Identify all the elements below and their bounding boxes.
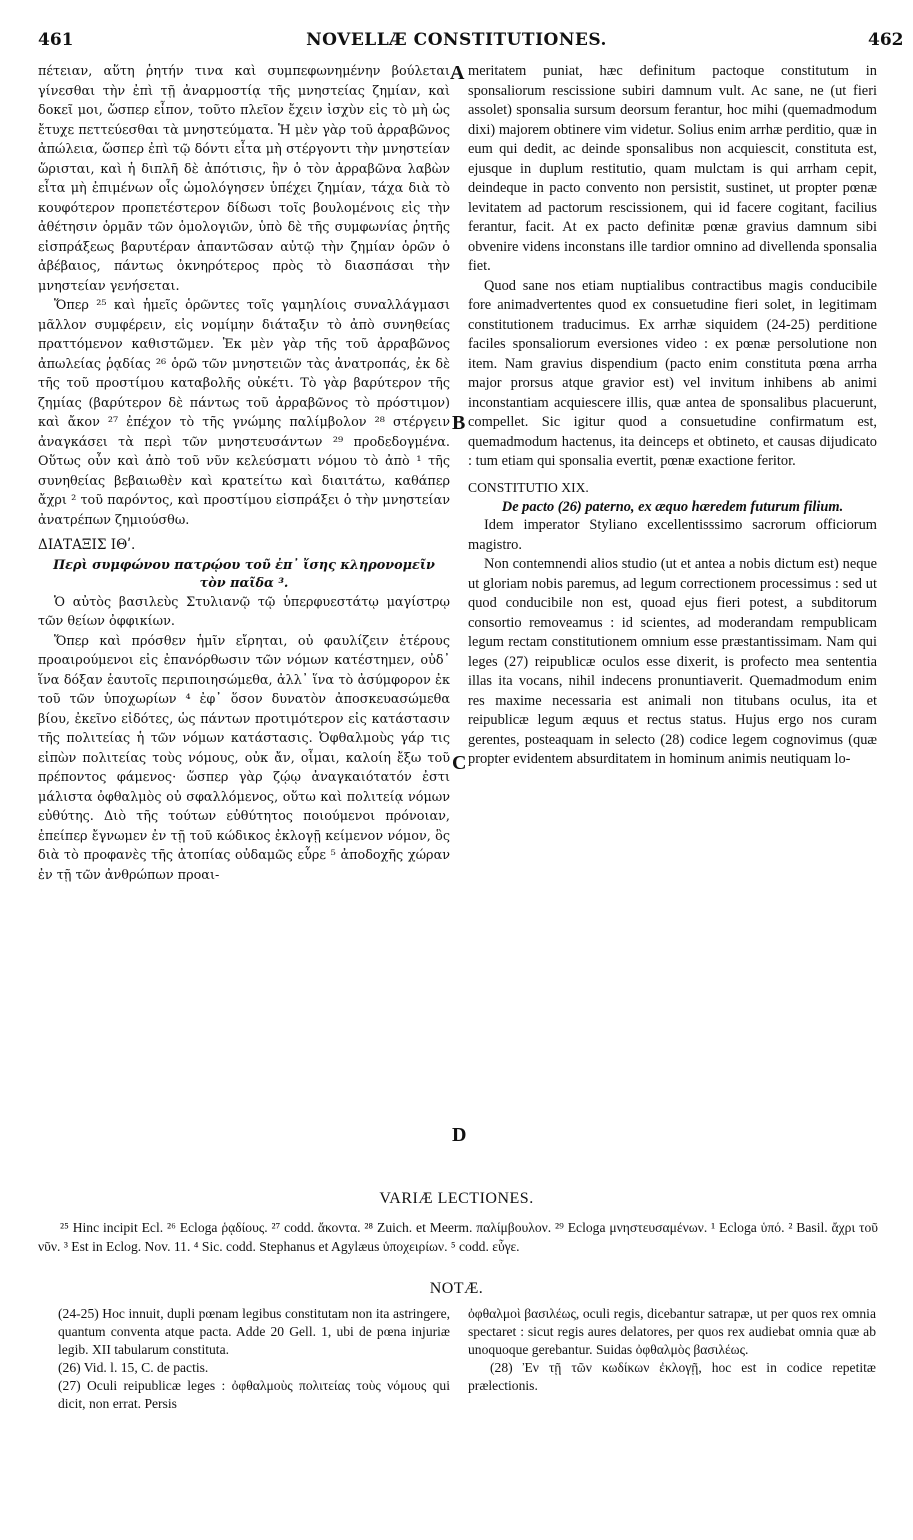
- page-number-right: 462: [868, 30, 904, 50]
- latin-section-title: De pacto (26) paterno, ex æquo hæredem futurum filium.: [501, 499, 844, 515]
- variae-lectiones-text: [38, 1218, 878, 1256]
- latin-address: Idem imperator Styliano excellentisssimo sacrorum officiorum magistro.: [468, 517, 877, 553]
- note-24-25: (24-25) Hoc innuit, dupli pœnam legibus constitutam non ita astringere, quantum conventa atque pacta. Adde 20 Gell. 1, ubi de pœna injuriæ legib. XII tabularum constituta.: [58, 1306, 450, 1357]
- note-27: (27) Oculi reipublicæ leges : ὀφθαλμοὺς πολιτείας τοὺς νόμους qui dicit, non errat. Persis: [58, 1378, 450, 1411]
- page-number-left: 461: [38, 30, 74, 50]
- notae-heading: NOTÆ.: [429, 1280, 484, 1297]
- greek-paragraph: Ὅπερ ²⁵ καὶ ἡμεῖς ὁρῶντες τοῖς γαμηλίοις συναλλάγμασι μᾶλλον συμφέρειν, εἰς νομίμην διάταξιν τὸ ἀπὸ συνηθείας πραττόμενον καθιστῶμεν. Ἐκ μὲν γὰρ τῆς τοῦ ἀρραβῶνος ἀπωλείας ῥᾳδίας ²⁶ ὁρῶ τῶν μνηστειῶν τὰς ἀνατροπάς, ἐκ δὲ τῆς τοῦ προστίμου καταβολῆς οὐκέτι. Τὸ γὰρ βαρύτερον τῆς ζημίας (βαρύτερον δὲ πάντως τοῦ ἀρραβῶνος τὸ πρόστιμον) καὶ ἄκον ²⁷ ἐπέχον τὸ τῆς γνώμης παλίμβολον ²⁸ στέργειν ἀναγκάσει τὰ περὶ τῶν μνηστευσάντων ²⁹ προδεδογμένα. Οὕτως οὖν καὶ ἀπὸ τοῦ νῦν κελεύσματι νόμου τὸ ἀπὸ ¹ τῆς συνηθείας βεβαιωθὲν καὶ κρατείτω καὶ διαιτάτω, καθάπερ ἄχρι ² τοῦ παρόντος, καὶ προστίμου εἰσπράξει ὁ τὴν μνηστείαν ἀνατρέπων ζημιούσθω.: [38, 298, 450, 528]
- margin-letter-b: B: [452, 412, 466, 434]
- note-27-continued: ὀφθαλμοὶ βασιλέως, oculi regis, dicebantur satrapæ, ut per quos rex omnia spectaret : sicut regis aures delatores, per quos rex audiebat omnia quæ ab unoquoque gerebantur. Suidas ὀφθαλμὸς βασιλέως.: [468, 1306, 876, 1357]
- latin-column: [468, 62, 877, 770]
- running-title: NOVELLÆ CONSTITUTIONES.: [306, 30, 607, 50]
- latin-paragraph: meritatem puniat, hæc definitum pactoque constitutum in sponsaliorum rescissione subiri damnum vult. Ac sane, ne (ut fieri assolet) sponsalia sursum deorsum ferantur, hoc mihi (quemadmodum dixi) majorem obtinere vim videtur. Solius enim arrhæ perditio, quæ in eum qui dedit, ac deinde sponsalibus non acquiescit, constituta est, ejusque in duplum restitutio, quam mulctam is qui arrham cepit, deindeque in pacto convento non persistit, sustinet, ut propter pœnæ levitatem ad pactorum rescissionem, qui id facere cogitant, facilius ferantur, facit. At ex pacto definitæ pœnæ gravius damnum sibi obvenire videns inconstans ille tardior omnino ad divellenda sponsalia fiet.: [468, 63, 877, 274]
- greek-section-heading: ΔΙΑΤΑΞΙΣ ΙΘʹ.: [38, 537, 136, 553]
- note-28: (28) Ἐν τῇ τῶν κωδίκων ἐκλογῇ, hoc est in codice repetitæ prælectionis.: [468, 1360, 876, 1393]
- notae-left-column: [58, 1305, 450, 1413]
- greek-column: [38, 62, 450, 885]
- notae-right-column: [468, 1305, 876, 1395]
- greek-paragraph: Ὅπερ καὶ πρόσθεν ἡμῖν εἴρηται, οὐ φαυλίζειν ἑτέρους προαιρούμενοι εἰς ἐπανόρθωσιν τῶν νόμων κατέστημεν, οὐδ᾽ ἵνα δόξαν ἑαυτοῖς περιποιησώμεθα, ἀλλ᾽ ἵνα τὸ ἀσύμφορον ἐκ τοῦ τῶν ὑποχωρίων ⁴ ἐφ᾽ ὅσον δυνατὸν ἀποσκευασώμεθα βίου, ἐκεῖνο εἰδότες, ὡς πάντων προτιμότερον εἰς κατάστασιν τῆς πολιτείας ἡ τῶν νόμων κατάστασις. Ὀφθαλμοὺς γάρ τις εἰπὼν πολιτείας τοὺς νόμους, οὐκ ἄν, οἶμαι, καλοίη ἔξω τοῦ πρέποντος φάμενος· ὥσπερ γὰρ ζῴῳ ἀναγκαιότατόν ἐστι μάλιστα ὀφθαλμὸς οὐ σφαλλόμενος, οὕτω καὶ πολιτείᾳ νόμων εὐθύτης. Διὸ τῆς τούτων εὐθύτητος ποιούμενοι πρόνοιαν, ἐπείπερ ἔγνωμεν ἐν τῇ τοῦ κώδικος ἐκλογῇ κείμενον νόμον, ὃς διὰ τὸ προφανὲς τῆς ἀτοπίας οὐδαμῶς εὗρε ⁵ ἀποδοχῆς χώραν ἐν τῇ τῶν ἀνθρώπων προαι-: [38, 633, 450, 883]
- note-26: (26) Vid. l. 15, C. de pactis.: [58, 1360, 209, 1375]
- margin-letter-c: C: [452, 752, 467, 774]
- latin-paragraph: Non contemnendi alios studio (ut et antea a nobis dictum est) neque ut gloriam nobis paremus, ad legum correctionem processimus : sed ut quod conducibile non est, quoad ejus fieri potest, a subditorum consortio removeamus : id scientes, ad moderandam rempublicam legum rectam constitutionem omnium esse præstantissimam. Nam qui leges (27) reipublicæ oculos esse dixerit, is profecto mea sententia illas ita vocans, nihil indecens pronuntiaverit. Quemadmodum enim res maxime necessaria est animali non titubans oculus, ita et reipublicæ legum æquus et rectus status. Hujus ergo nos curam gerentes, posteaquam in selecto (28) codice legem cognovimus (quæ propter evidentem absurditatem in hominum animis neutiquam lo-: [468, 556, 877, 767]
- greek-address: Ὁ αὐτὸς βασιλεὺς Στυλιανῷ τῷ ὑπερφυεστάτῳ μαγίστρῳ τῶν θείων ὀφφικίων.: [38, 594, 450, 629]
- margin-letter-d: D: [452, 1124, 467, 1146]
- variae-lectiones-paragraph: ²⁵ Hinc incipit Ecl. ²⁶ Ecloga ῥᾳδίους. ²⁷ codd. ἄκοντα. ²⁸ Zuich. et Meerm. παλίμβουλον. ²⁹ Ecloga μνηστευσαμένων. ¹ Ecloga ὑπό. ² Basil. ἄχρι τοῦ νῦν. ³ Est in Eclog. Nov. 11. ⁴ Sic. codd. Stephanus et Agylæus ὑποχειρίων. ⁵ codd. εὗγε.: [38, 1220, 878, 1254]
- variae-lectiones-heading: VARIÆ LECTIONES.: [379, 1190, 534, 1207]
- latin-section-heading: CONSTITUTIO XIX.: [468, 479, 589, 495]
- latin-paragraph: Quod sane nos etiam nuptialibus contractibus magis conducibile fore animadvertentes quod ex consuetudine fieri solet, in legitimam constitutionem traducimus. Ex arrhæ siquidem (24-25) perditione faciles sponsaliorum eversiones video : ex pœnæ persolutione non item. Nam gravius dispendium (pacto enim constituta pœna arrha major prorsus atque gravior est) vel invitum inhibens ab animi inconstantiam acquiescere illis, quæ antea de sponsalibus placuerunt, compellet. Sic igitur quod a consuetudine confirmatum est, quemadmodum hactenus, ita deinceps et obtineto, et causas dijudicato : tum etiam qui sponsalia evertit, pœnæ exactione feritor.: [468, 277, 877, 469]
- greek-paragraph: πέτειαν, αὕτη ῥητήν τινα καὶ συμπεφωνημένην βούλεται γίνεσθαι τὴν ἐπὶ τῇ ἀναρμοστίᾳ τῆς μνηστείας ζημίαν, καὶ δοκεῖ μοι, ὥσπερ εἶπον, τοῦτο πλεῖον ἔχειν ἰσχὺν εἰς τὸ μὴ ὡς ἔτυχε πεττεύεσθαι τὰ μνηστεύματα. Ἡ μὲν γὰρ τοῦ ἀρραβῶνος ἀπώλεια, ὥσπερ ἐπὶ τῷ δόντι εἶτα μὴ στέργοντι τὴν μνηστείαν ὥρισται, καὶ ἡ διπλῆ δὲ ἀπότισις, ἣν ὁ τὸν ἀρραβῶνα λαβὼν εἶτα μὴ ἐπιμένων οἷς ὡμολόγησεν ὑπέχει ζημίαν, τάχα διὰ τὸ κουφότερον προπετέστερον δίδωσι τοῖς βουλομένοις εἰς τὴν ἀθέτησιν ὁρμᾶν τῶν ὁμολογιῶν, ὑπὸ δὲ τῆς συμφωνίας ῥητῆς εἰσπράξεως βαρυτέραν ἀπαντῶσαν αὐτῷ τὴν ζημίαν ὁρῶν ὁ ἀβέβαιος, πάντως ὀκνηρότερος πρὸς τὸ διασπάσαι τὴν μνηστείαν γενήσεται.: [38, 64, 450, 294]
- margin-letter-a: A: [450, 62, 465, 84]
- greek-section-title: Περὶ συμφώνου πατρῴου τοῦ ἐπ᾽ ἴσης κληρονομεῖν τὸν παῖδα ³.: [53, 557, 435, 591]
